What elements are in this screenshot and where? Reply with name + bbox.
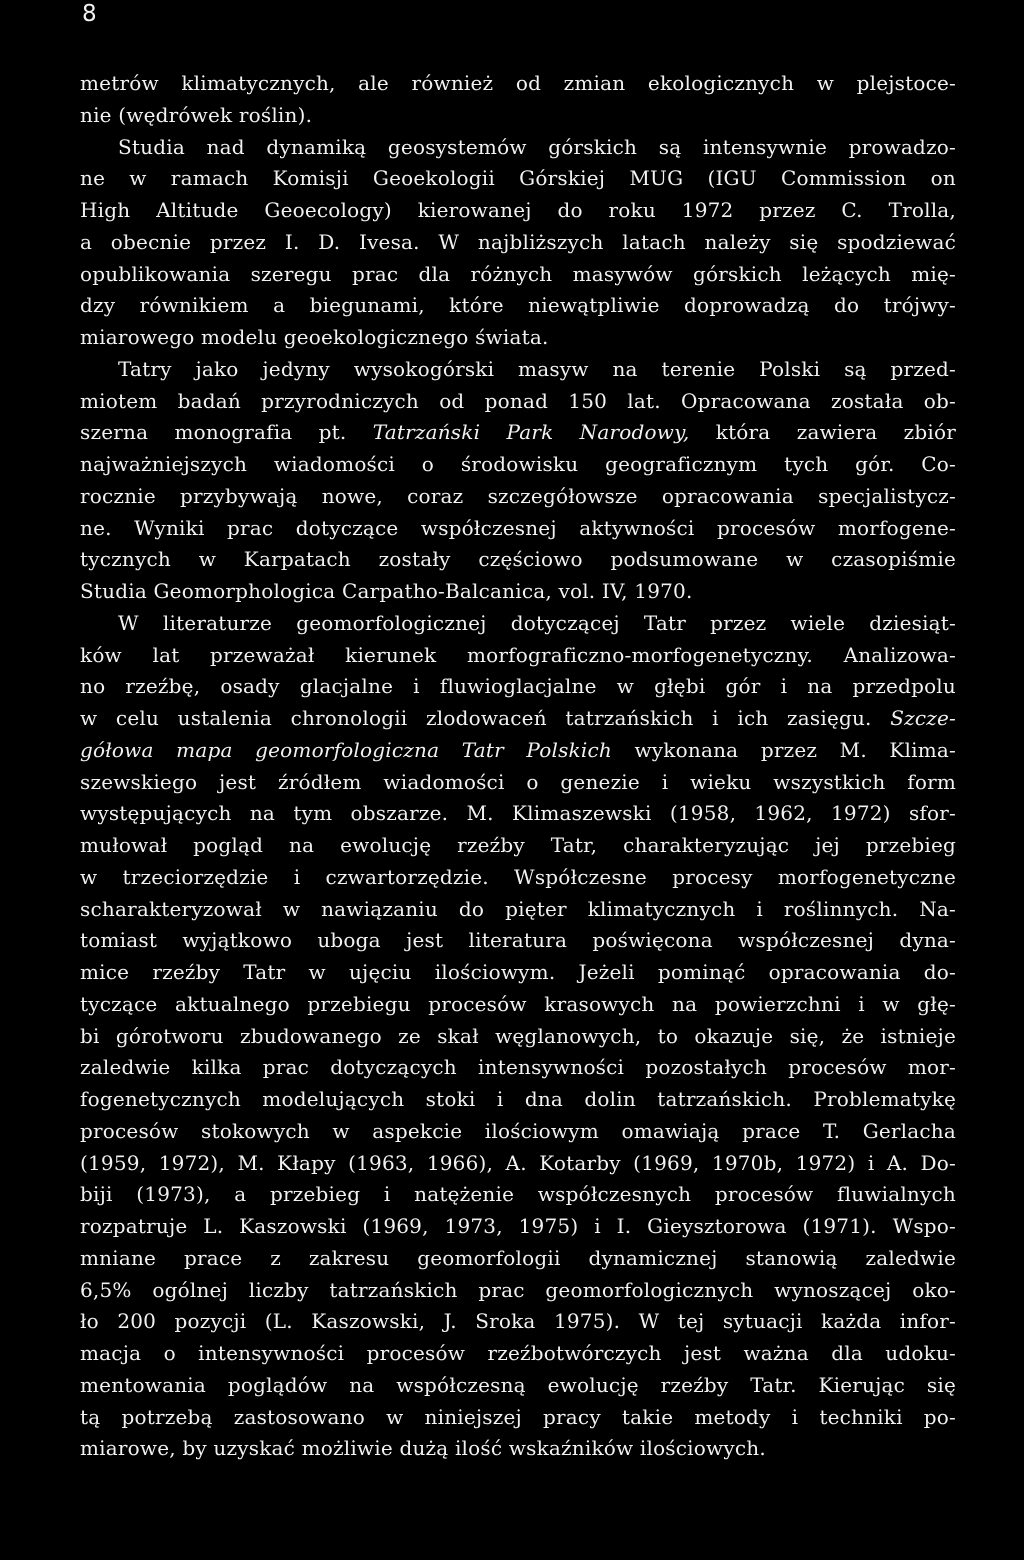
text-line: mniane prace z zakresu geomorfologii dynamicznej stanowią zaledwie (80, 1245, 956, 1270)
text-line: miotem badań przyrodniczych od ponad 150 lat. Opracowana została ob- (80, 388, 956, 413)
italic-title: Szcze- (890, 706, 956, 730)
text-line: fogenetycznych modelujących stoki i dna dolin tatrzańskich. Problematykę (80, 1087, 956, 1111)
text-line: mentowania poglądów na współczesną ewolucję rzeźby Tatr. Kierując się (80, 1372, 956, 1397)
page-number: 8 (82, 1, 97, 27)
text-line: miarowe, by uzyskać możliwie dużą ilość wskaźników ilościowych. (80, 1436, 766, 1461)
text-segment: wykonana przez M. Klima- (611, 737, 956, 762)
text-line: procesów stokowych w aspekcie ilościowym omawiają prace T. Gerlacha (80, 1118, 956, 1143)
text-line: ne. Wyniki prac dotyczące współczesnej aktywności procesów morfogene- (80, 515, 956, 540)
text-line: rozpatruje L. Kaszowski (1969, 1973, 1975) i I. Gieysztorowa (1971). Wspo- (80, 1214, 956, 1238)
text-line: tomiast wyjątkowo uboga jest literatura poświęcona współczesnej dyna- (80, 928, 956, 953)
italic-title: Tatrzański Park Narodowy, (372, 420, 690, 445)
text-segment: w celu ustalenia chronologii zlodowaceń tatrzańskich i ich zasięgu. (80, 706, 891, 730)
text-line: macja o intensywności procesów rzeźbotwórczych jest ważna dla udoku- (80, 1341, 956, 1365)
text-line: rocznie przybywają nowe, coraz szczegółowsze opracowania specjalistycz- (80, 483, 956, 508)
text-segment: szerna monografia pt. (80, 420, 373, 445)
text-line: ne w ramach Komisji Geoekologii Górskiej MUG (IGU Commission on (80, 166, 956, 191)
text-line: tą potrzebą zastosowano w niniejszej pracy takie metody i techniki po- (80, 1404, 956, 1429)
text-line: szewskiego jest źródłem wiadomości o genezie i wieku wszystkich form (80, 769, 956, 794)
text-line: no rzeźbę, osady glacjalne i fluwioglacjalne w głębi gór i na przedpolu (80, 674, 956, 699)
text-line: nie (wędrówek roślin). (80, 102, 313, 127)
text-line (80, 417, 956, 449)
text-line: dzy równikiem a biegunami, które niewątpliwie doprowadzą do trójwy- (80, 293, 956, 318)
text-line: biji (1973), a przebieg i natężenie współczesnych procesów fluwialnych (80, 1182, 956, 1207)
text-line: zaledwie kilka prac dotyczących intensywności pozostałych procesów mor- (80, 1055, 956, 1080)
text-line: ło 200 pozycji (L. Kaszowski, J. Sroka 1975). W tej sytuacji każda infor- (80, 1309, 956, 1334)
text-line: ków lat przeważał kierunek morfograficzno-morfogenetyczny. Analizowa- (80, 642, 956, 667)
paragraph-first-line: Tatry jako jedyny wysokogórski masyw na terenie Polski są przed- (118, 356, 956, 381)
paragraph-first-line: Studia nad dynamiką geosystemów górskich są intensywnie prowadzo- (118, 134, 956, 159)
text-line: występujących na tym obszarze. M. Klimaszewski (1958, 1962, 1972) sfor- (80, 801, 956, 826)
text-line: (1959, 1972), M. Kłapy (1963, 1966), A. Kotarby (1969, 1970b, 1972) i A. Do- (80, 1150, 956, 1175)
text-line: miarowego modelu geoekologicznego świata. (80, 325, 549, 349)
text-line: tycznych w Karpatach zostały częściowo podsumowane w czasopiśmie (80, 547, 956, 572)
text-segment: która zawiera zbiór (689, 420, 956, 445)
text-line: metrów klimatycznych, ale również od zmian ekologicznych w plejstoce- (80, 71, 956, 95)
text-line: opublikowania szeregu prac dla różnych masywów górskich leżących mię- (80, 261, 956, 286)
text-line (80, 735, 956, 767)
paragraph-first-line: W literaturze geomorfologicznej dotyczącej Tatr przez wiele dziesiąt- (118, 610, 956, 635)
text-line: bi górotworu zbudowanego ze skał węglanowych, to okazuje się, że istnieje (80, 1023, 956, 1048)
text-line: najważniejszych wiadomości o środowisku geograficznym tych gór. Co- (80, 452, 956, 476)
text-line (80, 703, 956, 735)
text-line: a obecnie przez I. D. Ivesa. W najbliższych latach należy się spodziewać (80, 229, 956, 254)
text-line: High Altitude Geoecology) kierowanej do roku 1972 przez C. Trolla, (80, 198, 956, 222)
text-line: mice rzeźby Tatr w ujęciu ilościowym. Jeżeli pominąć opracowania do- (80, 960, 956, 984)
text-line: scharakteryzował w nawiązaniu do pięter klimatycznych i roślinnych. Na- (80, 896, 956, 921)
text-line: w trzeciorzędzie i czwartorzędzie. Współczesne procesy morfogenetyczne (80, 864, 956, 889)
italic-title: gółowa mapa geomorfologiczna Tatr Polskich (80, 737, 612, 762)
text-line: 6,5% ogólnej liczby tatrzańskich prac geomorfologicznych wynoszącej oko- (80, 1277, 956, 1302)
text-line: tyczące aktualnego przebiegu procesów krasowych na powierzchni i w głę- (80, 991, 956, 1016)
text-line: mułował pogląd na ewolucję rzeźby Tatr, charakteryzując jej przebieg (80, 833, 956, 857)
text-line: Studia Geomorphologica Carpatho-Balcanica, vol. IV, 1970. (80, 579, 693, 603)
body-text (80, 68, 956, 1465)
